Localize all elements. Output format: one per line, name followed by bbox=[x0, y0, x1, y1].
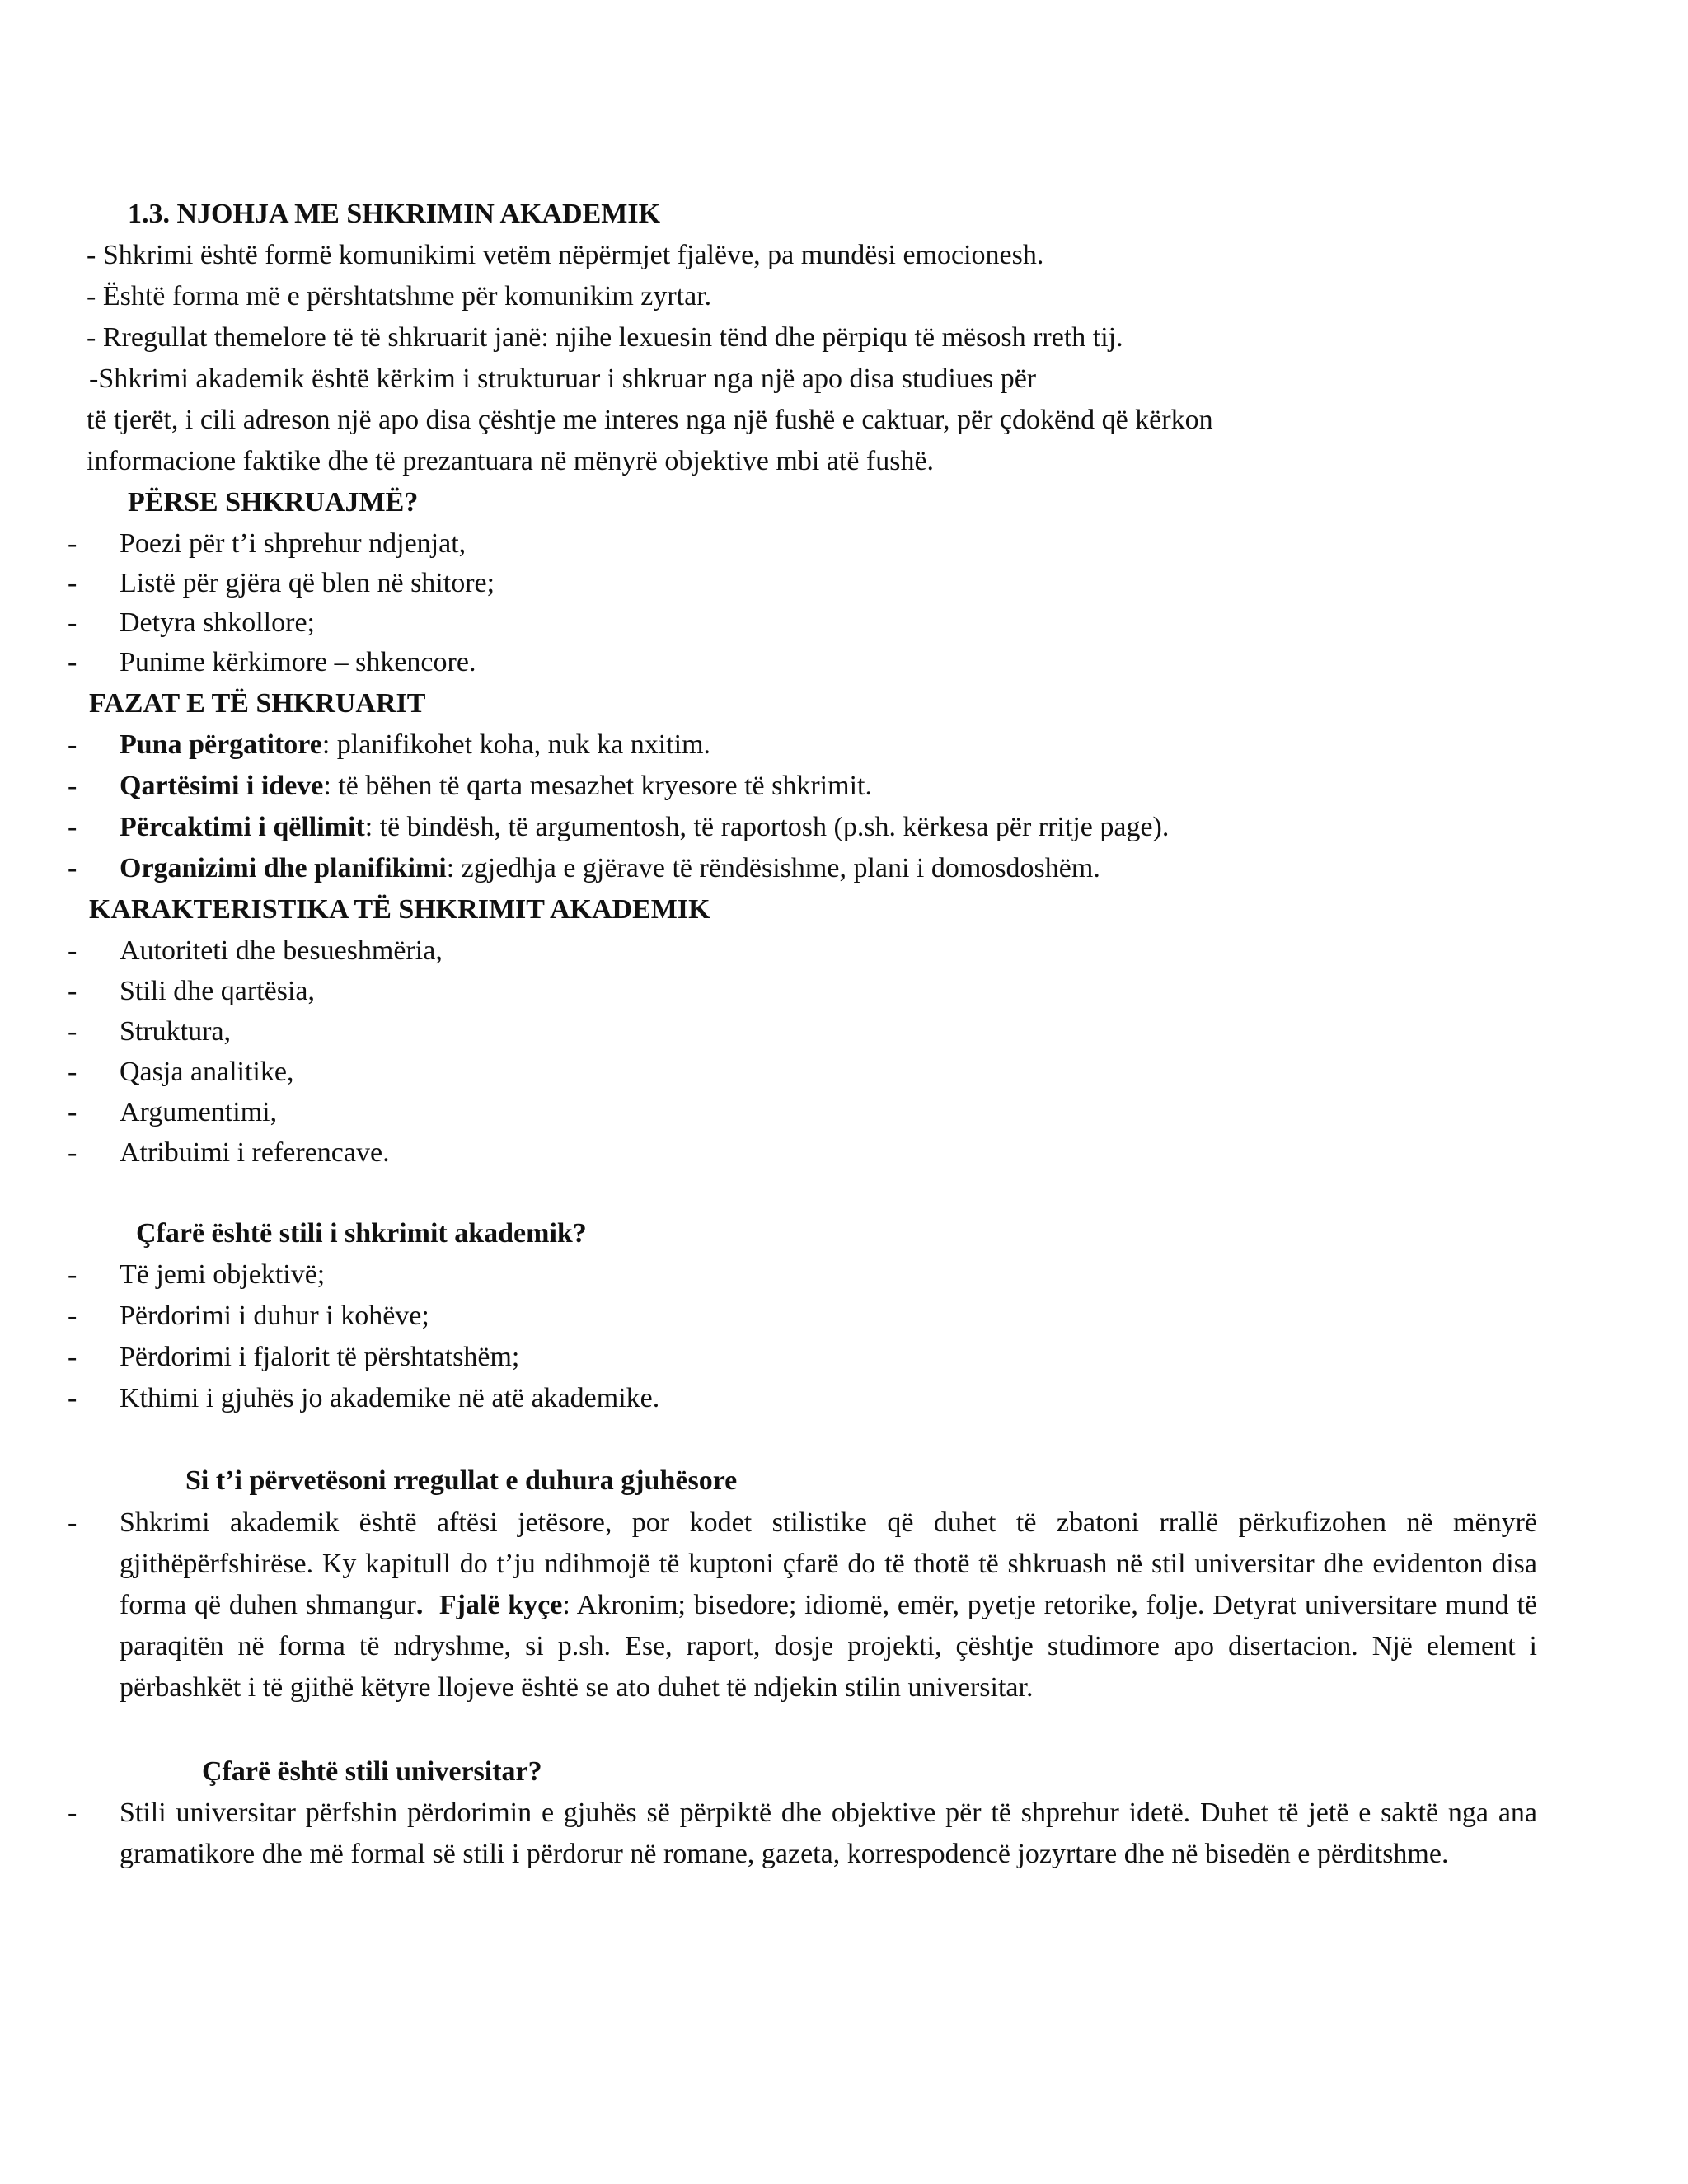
bullet-dash: - bbox=[68, 1259, 77, 1290]
bullet-dash: - bbox=[68, 607, 77, 638]
phase-term: Puna përgatitore bbox=[120, 729, 322, 760]
characteristic-item: Stili dhe qartësia, bbox=[120, 976, 316, 1006]
phase-text: : zgjedhja e gjërave të rëndësishme, plani i domosdoshëm. bbox=[446, 853, 1100, 883]
style-item: Të jemi objektivë; bbox=[120, 1259, 326, 1290]
phase-item bbox=[120, 770, 872, 803]
bullet-dash: - bbox=[68, 1137, 77, 1168]
phase-term: Qartësimi i ideve bbox=[120, 771, 324, 801]
phase-item bbox=[120, 852, 1100, 885]
keywords-label: Fjalë kyçe bbox=[438, 1590, 563, 1620]
rules-text-end: : Akronim; bisedore; idiomë, emër, pyetje retorike, folje. Detyrat universitare mund të paraqitën në forma të ndryshme, si p.sh. Ese, raport, dosje projekti, çështje studimore apo disertacion. Një element i përbashkët i të gjithë këtyre llojeve është se ato duhet të ndjekin stilin universitar. bbox=[120, 1590, 1538, 1703]
bullet-dash: - bbox=[68, 1301, 77, 1331]
rules-heading: Si t’i përvetësoni rregullat e duhura gjuhësore bbox=[185, 1465, 738, 1496]
university-heading: Çfarë është stili universitar? bbox=[202, 1756, 542, 1787]
why-item: Poezi për t’i shprehur ndjenjat, bbox=[120, 528, 467, 559]
characteristic-item: Autoriteti dhe besueshmëria, bbox=[120, 935, 443, 966]
characteristic-item: Struktura, bbox=[120, 1016, 232, 1047]
bullet-dash: - bbox=[68, 528, 77, 559]
bullet-dash: - bbox=[68, 1507, 77, 1538]
characteristic-item: Atribuimi i referencave. bbox=[120, 1137, 390, 1168]
phase-text: : të bëhen të qarta mesazhet kryesore të shkrimit. bbox=[323, 771, 872, 801]
phase-term: Përcaktimi i qëllimit bbox=[120, 812, 365, 842]
intro-line-4: -Shkrimi akademik është kërkim i strukturuar i shkruar nga një apo disa studiues për bbox=[89, 363, 1037, 394]
phase-item bbox=[120, 729, 710, 762]
bullet-dash: - bbox=[68, 647, 77, 677]
characteristic-item: Qasja analitike, bbox=[120, 1057, 294, 1087]
intro-line-3: - Rregullat themelore të të shkruarit janë: njihe lexuesin tënd dhe përpiqu të mësosh rreth tij. bbox=[87, 322, 1123, 353]
rules-paragraph bbox=[120, 1502, 1537, 1708]
phase-term: Organizimi dhe planifikimi bbox=[120, 853, 447, 883]
phase-text: : të bindësh, të argumentosh, të raportosh (p.sh. kërkesa për rritje page). bbox=[364, 812, 1170, 842]
bullet-dash: - bbox=[68, 1097, 77, 1127]
phases-heading: FAZAT E TË SHKRUARIT bbox=[89, 688, 426, 719]
bullet-dash: - bbox=[68, 568, 77, 598]
style-item: Përdorimi i duhur i kohëve; bbox=[120, 1301, 429, 1331]
bullet-dash: - bbox=[68, 1057, 77, 1087]
intro-line-1: - Shkrimi është formë komunikimi vetëm nëpërmjet fjalëve, pa mundësi emocionesh. bbox=[87, 240, 1044, 270]
phase-text: : planifikohet koha, nuk ka nxitim. bbox=[321, 729, 711, 760]
bullet-dash: - bbox=[68, 812, 77, 842]
why-item: Punime kërkimore – shkencore. bbox=[120, 647, 476, 677]
style-heading: Çfarë është stili i shkrimit akademik? bbox=[136, 1218, 587, 1249]
bullet-dash: - bbox=[68, 976, 77, 1006]
bullet-dash: - bbox=[68, 1342, 77, 1372]
bullet-dash: - bbox=[68, 1016, 77, 1047]
bullet-dash: - bbox=[68, 935, 77, 966]
style-item: Kthimi i gjuhës jo akademike në atë akademike. bbox=[120, 1383, 660, 1413]
intro-line-5: të tjerët, i cili adreson një apo disa çështje me interes nga një fushë e caktuar, për çdokënd që kërkon bbox=[87, 405, 1213, 435]
university-paragraph: Stili universitar përfshin përdorimin e gjuhës së përpiktë dhe objektive për të shprehur idetë. Duhet të jetë e saktë nga ana gramatikore dhe më formal së stili i përdorur në romane, gazeta, korrespodencë jozyrtare dhe në bisedën e përditshme. bbox=[120, 1797, 1537, 1869]
characteristic-item: Argumentimi, bbox=[120, 1097, 278, 1127]
intro-line-6: informacione faktike dhe të prezantuara në mënyrë objektive mbi atë fushë. bbox=[87, 446, 935, 476]
why-item: Listë për gjëra që blen në shitore; bbox=[120, 568, 495, 598]
bullet-dash: - bbox=[68, 853, 77, 883]
phase-item bbox=[120, 811, 1169, 844]
section-title: 1.3. NJOHJA ME SHKRIMIN AKADEMIK bbox=[128, 199, 661, 229]
rules-text-start: Shkrimi akademik është aftësi jetësore, por kodet stilistike që duhet të zbatoni rrallë përkufizohen në mënyrë gjithëpërfshirëse. Ky kapitull do t’ju ndihmojë të kuptoni çfarë do të thotë të shkruash në stil universitar dhe evidenton disa forma që duhen shmangur bbox=[120, 1507, 1537, 1620]
intro-line-2: - Është forma më e përshtatshme për komunikim zyrtar. bbox=[87, 281, 712, 312]
why-heading: PËRSE SHKRUAJMË? bbox=[128, 487, 419, 518]
bullet-dash: - bbox=[68, 1383, 77, 1413]
bullet-dash: - bbox=[68, 1797, 77, 1828]
bullet-dash: - bbox=[68, 729, 77, 760]
bullet-dash: - bbox=[68, 771, 77, 801]
why-item: Detyra shkollore; bbox=[120, 607, 315, 638]
style-item: Përdorimi i fjalorit të përshtatshëm; bbox=[120, 1342, 520, 1372]
rules-period: . bbox=[415, 1590, 424, 1620]
characteristics-heading: KARAKTERISTIKA TË SHKRIMIT AKADEMIK bbox=[89, 894, 710, 925]
